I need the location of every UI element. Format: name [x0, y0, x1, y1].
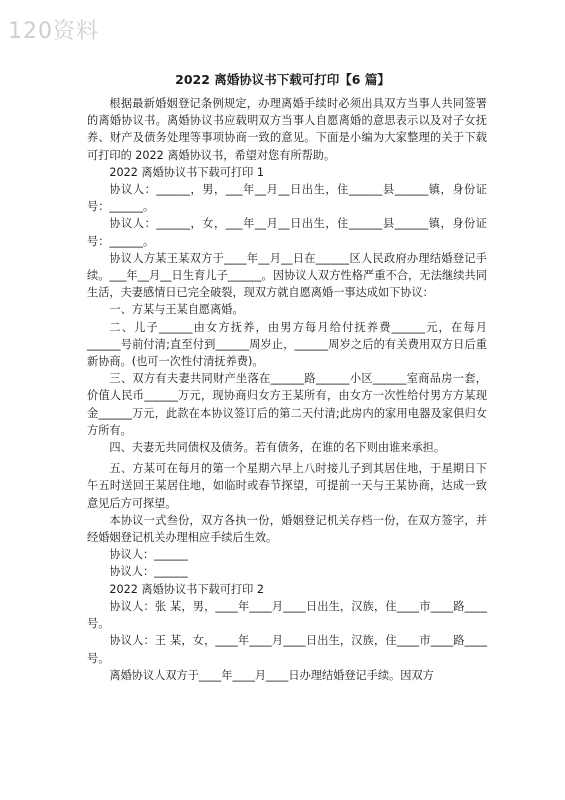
signature-line-2: 协议人：______	[109, 565, 188, 579]
section-heading-2: 2022 离婚协议书下载可打印 2	[109, 582, 264, 596]
paragraph-copies: 本协议一式叁份，双方各执一份，婚姻登记机关存档一份，在双方签字，并经婚姻登记机关办理相应手续后生效。	[87, 513, 487, 545]
watermark-logo: 120资料	[8, 19, 99, 44]
paragraph-party-zhang: 协议人：张 某，男，____年____月____日出生，汉族，住____市____路____号。	[87, 599, 487, 631]
paragraph-clause-1: 一、方某与王某自愿离婚。	[109, 303, 244, 317]
paragraph-party-wang: 协议人：王 某，女，____年____月____日出生，汉族，住____市____路____号。	[87, 634, 487, 665]
paragraph-marriage-info: 协议人方某王某双方于____年__月__日在______区人民政府办理结婚登记手续。___年__月__日生育儿子______。因协议人双方性格严重不合，无法继续共同生活，夫妻感情日已完全破裂，现双方就自愿离婚一事达成如下协议：	[87, 251, 487, 300]
paragraph-intro: 根据最新婚姻登记条例规定，办理离婚手续时必须出具双方当事人共同签署的离婚协议书。离婚协议书应载明双方当事人自愿离婚的意思表示以及对子女抚养、财产及债务处理等事项协商一致的意见。下面是小编为大家整理的关于下载可打印的 2022 离婚协议书，希望对您有所帮助。	[87, 97, 487, 162]
paragraph-party-female: 协议人：______，女，___年__月__日出生，住______县______镇，身份证号：______。	[87, 217, 487, 248]
paragraph-marriage-info-2: 离婚协议人双方于____年____月____日办理结婚登记手续。因双方	[109, 668, 434, 682]
paragraph-clause-3: 三、双方有夫妻共同财产坐落在______路______小区______室商品房一套，价值人民币______万元，现协商归女方王某所有，由女方一次性给付男方方某现金______万元，此款在本协议签订后的第二天付清;此房内的家用电器及家俱归女方所有。	[87, 372, 487, 437]
paragraph-clause-2: 二、儿子______由女方抚养，由男方每月给付抚养费______元，在每月______号前付清;直至付到______周岁止，______周岁之后的有关费用双方日后重新协商。(也可一次性付清抚养费)。	[87, 320, 487, 369]
paragraph-party-male: 协议人：______，男，___年__月__日出生，住______县______镇，身份证号：______。	[87, 183, 487, 214]
document-title: 2022 离婚协议书下载可打印【6 篇】	[175, 72, 390, 87]
signature-line-1: 协议人：______	[109, 548, 188, 562]
paragraph-clause-4: 四、夫妻无共同债权及债务。若有债务，在谁的名下则由谁来承担。	[109, 441, 446, 455]
paragraph-clause-5: 五、方某可在每月的第一个星期六早上八时接儿子到其居住地，于星期日下午五时送回王某居住地，如临时或春节探望，可提前一天与王某协商，达成一致意见后方可探望。	[87, 462, 487, 510]
section-heading-1: 2022 离婚协议书下载可打印 1	[109, 165, 264, 179]
document-body	[87, 95, 487, 684]
